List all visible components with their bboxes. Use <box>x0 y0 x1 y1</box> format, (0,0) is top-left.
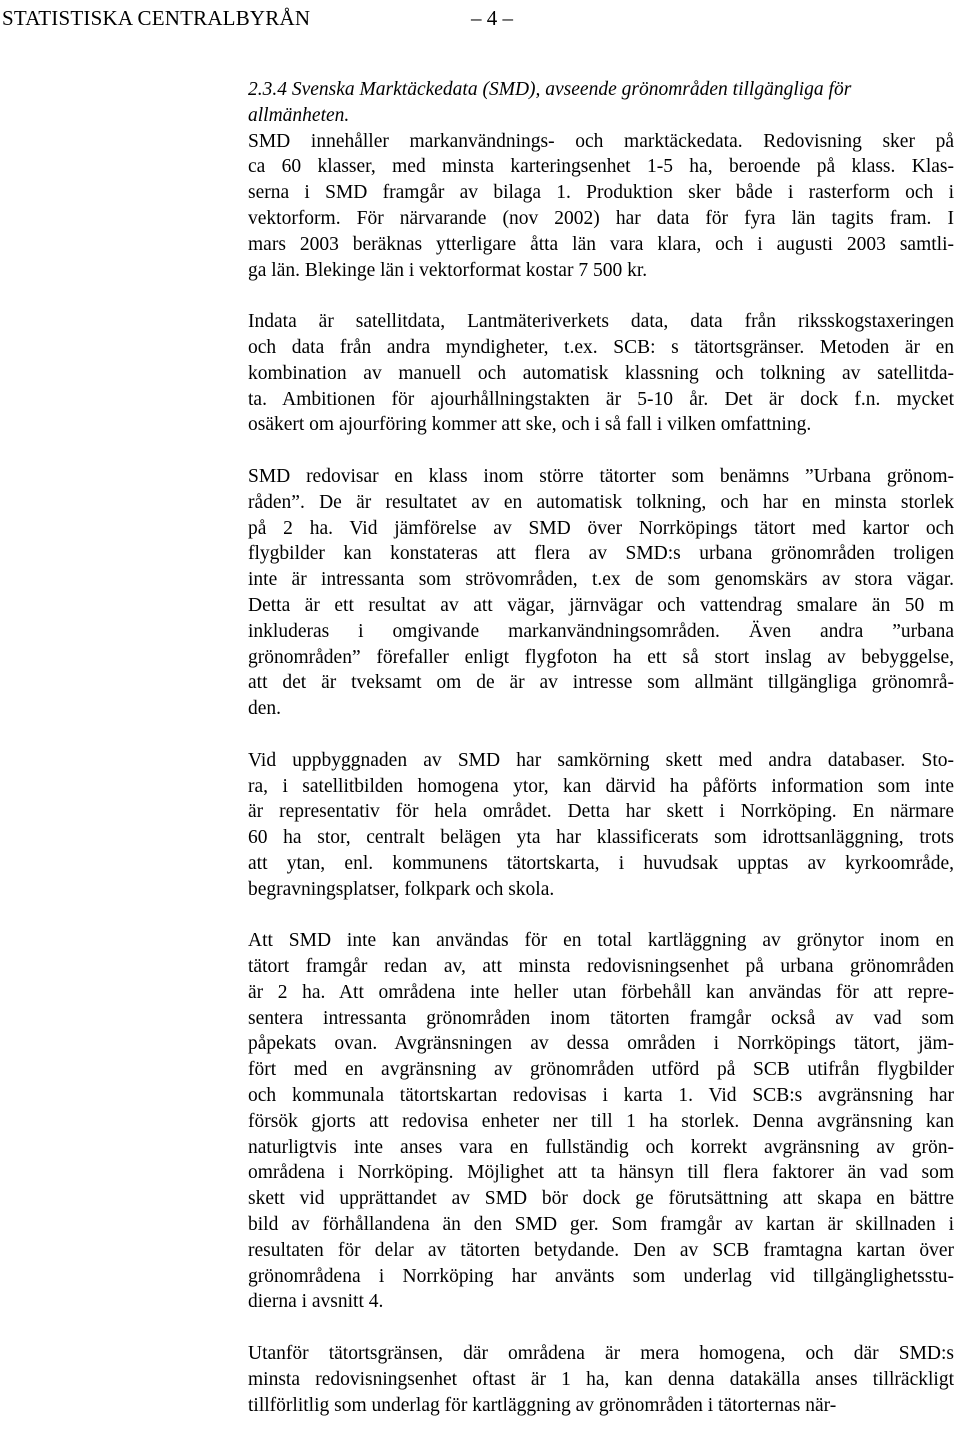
paragraph <box>248 309 954 438</box>
text-line: inte är intressanta som strövområden, t.ex de som genomskärs av stora vägar. <box>248 569 954 591</box>
text-line: tätort framgår redan av, att minsta redovisningsenhet på urbana grönområden <box>248 956 954 978</box>
text-line: Detta är ett resultat av att vägar, järnvägar och vattendrag smalare än 50 m <box>248 594 954 616</box>
text-line: sentera intressanta grönområden inom tätorten framgår också av vad som <box>248 1007 954 1029</box>
text-line: kombination av manuell och automatisk klassning och tolkning av satellitda- <box>248 362 954 384</box>
document-body <box>248 77 954 1444</box>
text-line: ga län. Blekinge län i vektorformat kostar 7 500 kr. <box>248 259 648 281</box>
paragraph <box>248 748 954 903</box>
page-number: – 4 – <box>471 6 513 30</box>
text-line: grönområdena i Norrköping har använts som underlag vid tillgänglighetsstu- <box>248 1265 954 1287</box>
text-line: råden”. De är resultatet av en automatisk tolkning, och har en minsta storlek <box>248 491 954 513</box>
text-line: 60 ha stor, centralt belägen yta har klassificerats som idrottsanläggning, trots <box>248 827 954 849</box>
text-line: osäkert om ajourföring kommer att ske, och i så fall i vilken omfattning. <box>248 414 812 436</box>
text-line: mars 2003 beräknas ytterligare åtta län vara klara, och i augusti 2003 samtli- <box>248 233 954 255</box>
text-line: serna i SMD framgår av bilaga 1. Produktion sker både i rasterform och i <box>248 182 954 204</box>
text-line: vektorform. För närvarande (nov 2002) har data för fyra län tagits fram. I <box>248 207 954 229</box>
text-line: är representativ för hela området. Detta har skett i Norrköping. En närmare <box>248 801 954 823</box>
section-heading <box>248 77 954 129</box>
text-line: fört med en avgränsning av grönområden utförd på SCB utifrån flygbilder <box>248 1059 954 1081</box>
text-line: områdena i Norrköping. Möjlighet att ta hänsyn till flera faktorer än vad som <box>248 1162 954 1184</box>
text-line: ca 60 klasser, med minsta karteringsenhet 1-5 ha, beroende på klass. Klas- <box>248 156 954 178</box>
text-line: ta. Ambitionen för ajourhållningstakten är 5-10 år. Det är dock f.n. mycket <box>248 388 954 410</box>
text-line: och kommunala tätortskartan redovisas i karta 1. Vid SCB:s avgränsning har <box>248 1085 954 1107</box>
text-line: att det är tveksamt om de är av intresse som allmänt tillgängliga grönområ- <box>248 672 954 694</box>
text-line: är 2 ha. Att områdena inte heller utan förbehåll kan användas för att repre- <box>248 981 954 1003</box>
text-line: den. <box>248 698 282 720</box>
text-line: begravningsplatser, folkpark och skola. <box>248 878 555 900</box>
text-line: SMD innehåller markanvändnings- och marktäckedata. Redovisning sker på <box>248 130 954 152</box>
paragraph <box>248 464 954 722</box>
text-line: dierna i avsnitt 4. <box>248 1291 384 1313</box>
heading-line: allmänheten. <box>248 104 350 126</box>
text-line: naturligtvis inte anses vara en fullständig och korrekt avgränsning av grön- <box>248 1136 954 1158</box>
text-line: tillförlitlig som underlag för kartläggning av grönområden i tätorternas när- <box>248 1394 837 1416</box>
paragraphs <box>248 129 954 1419</box>
text-line: påpekats ovan. Avgränsningen av dessa områden i Norrköpings tätort, jäm- <box>248 1033 954 1055</box>
text-line: och data från andra myndigheter, t.ex. SCB: s tätortsgränser. Metoden är en <box>248 336 954 358</box>
paragraph <box>248 928 954 1315</box>
text-line: Vid uppbyggnaden av SMD har samkörning skett med andra databaser. Sto- <box>248 749 954 771</box>
text-line: SMD redovisar en klass inom större tätorter som benämns ”Urbana grönom- <box>248 465 954 487</box>
text-line: på 2 ha. Vid jämförelse av SMD över Norrköpings tätort med kartor och <box>248 517 954 539</box>
heading-line: 2.3.4 Svenska Marktäckedata (SMD), avseende grönområden tillgängliga för <box>248 79 852 100</box>
text-line: skett vid upprättandet av SMD bör dock ge förutsättning att skapa en bättre <box>248 1188 954 1210</box>
agency-name: STATISTISKA CENTRALBYRÅN <box>2 6 311 30</box>
text-line: inkluderas i omgivande markanvändningsområden. Även andra ”urbana <box>248 620 954 642</box>
text-line: flygbilder kan konstateras att flera av SMD:s urbana grönområden troligen <box>248 543 954 565</box>
text-line: Indata är satellitdata, Lantmäteriverkets data, data från riksskogstaxeringen <box>248 311 954 333</box>
page-header <box>0 3 960 33</box>
text-line: försök gjorts att redovisa enheter ner till 1 ha storlek. Denna avgränsning kan <box>248 1110 954 1132</box>
text-line: minsta redovisningsenhet oftast är 1 ha, kan denna datakälla anses tillräckligt <box>248 1368 954 1390</box>
paragraph <box>248 129 954 284</box>
text-line: ra, i satellitbilden homogena ytor, kan därvid ha påförts information som inte <box>248 775 954 797</box>
text-line: resultaten för delar av tätorten betydande. Den av SCB framtagna kartan över <box>248 1239 954 1261</box>
text-line: bild av förhållandena än den SMD ger. Som framgår av kartan är skillnaden i <box>248 1214 954 1236</box>
text-line: grönområden” förefaller enligt flygfoton ha ett så stort inslag av bebyggelse, <box>248 646 954 668</box>
text-line: Att SMD inte kan användas för en total kartläggning av grönytor inom en <box>248 930 954 952</box>
text-line: Utanför tätortsgränsen, där områdena är mera homogena, och där SMD:s <box>248 1343 954 1365</box>
text-line: att ytan, enl. kommunens tätortskarta, i huvudsak upptas av kyrkoområde, <box>248 852 954 874</box>
paragraph <box>248 1341 954 1418</box>
